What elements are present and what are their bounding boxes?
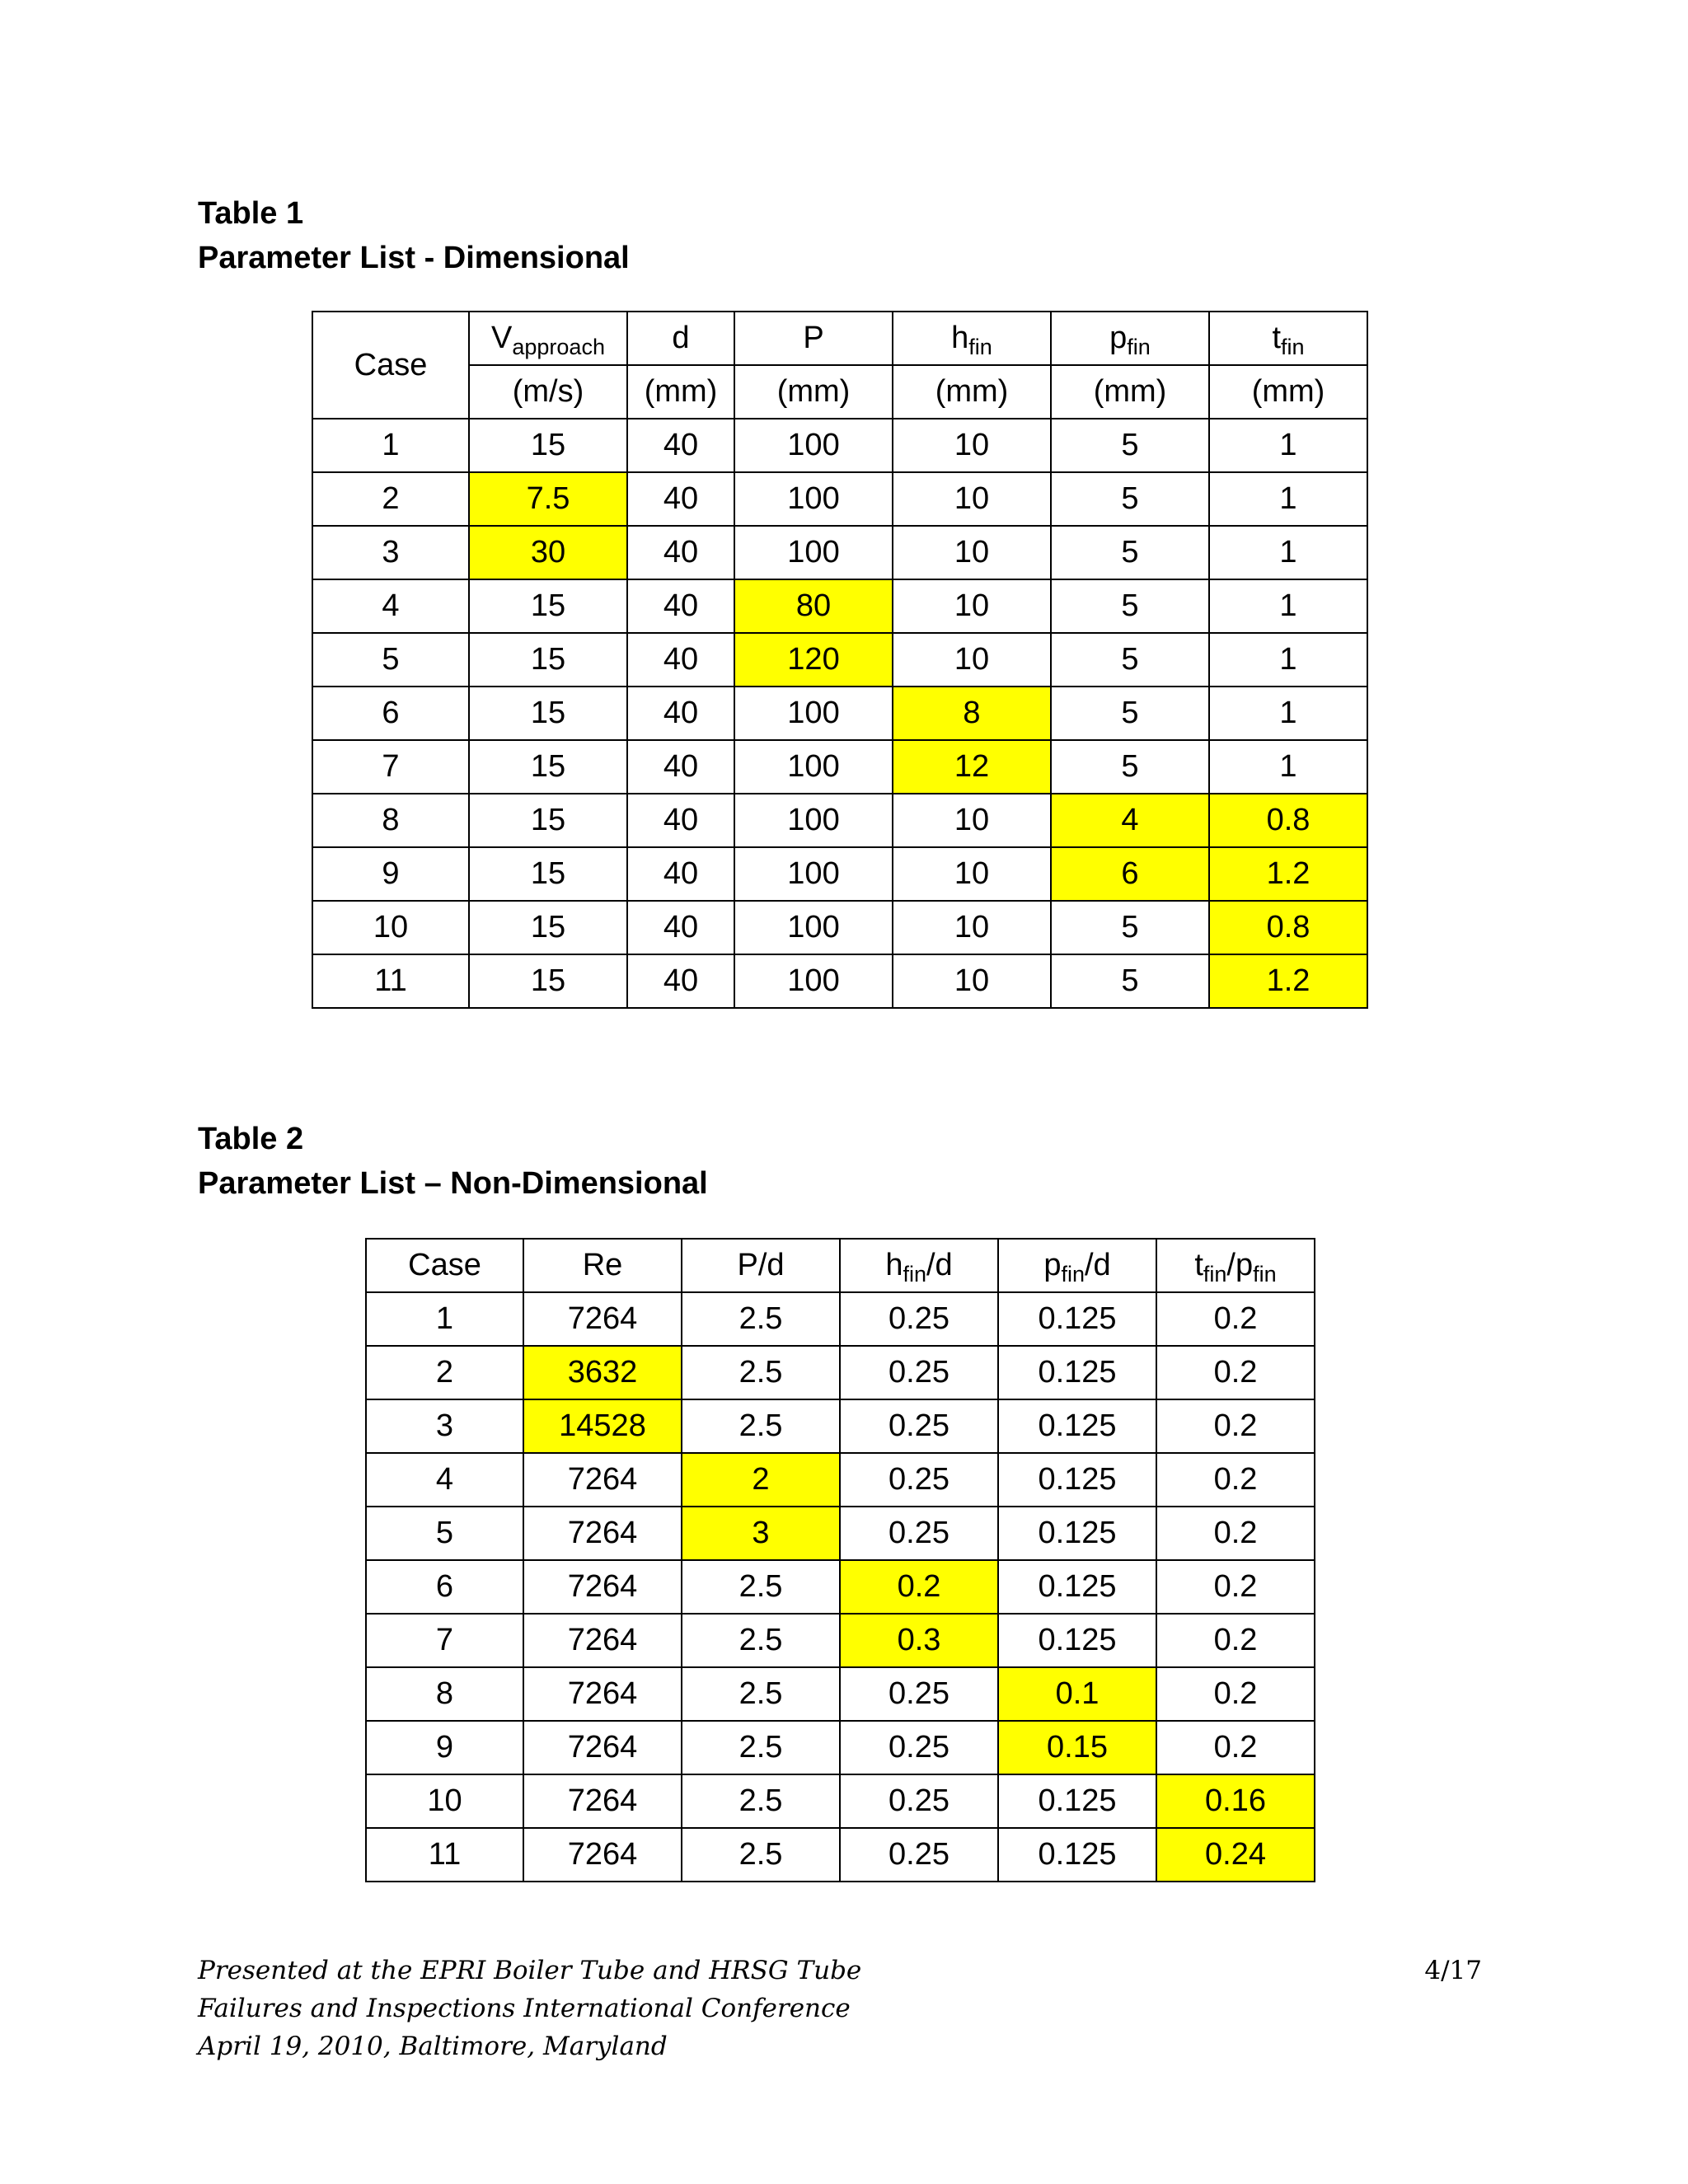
value-cell: 3: [682, 1507, 840, 1560]
table-row: [366, 1560, 1315, 1614]
value-cell: 15: [469, 901, 627, 954]
table-row: [312, 794, 1367, 847]
value-cell: 14528: [523, 1399, 682, 1453]
value-cell: 0.125: [998, 1560, 1156, 1614]
footer-line: April 19, 2010, Baltimore, Maryland: [198, 2032, 668, 2061]
value-cell: 100: [734, 901, 893, 954]
value-cell: 0.3: [840, 1614, 998, 1667]
value-cell: 0.25: [840, 1399, 998, 1453]
value-cell: 40: [627, 740, 734, 794]
value-cell: 30: [469, 526, 627, 579]
table-row: [312, 954, 1367, 1008]
value-cell: 7264: [523, 1721, 682, 1774]
table-row: [366, 1667, 1315, 1721]
value-cell: 10: [893, 472, 1051, 526]
column-header: [1051, 312, 1209, 365]
value-cell: 1.2: [1209, 847, 1367, 901]
value-cell: 5: [1051, 579, 1209, 633]
value-cell: 80: [734, 579, 893, 633]
column-header: [1156, 1239, 1315, 1292]
case-cell: 5: [312, 633, 469, 687]
case-cell: 2: [312, 472, 469, 526]
column-symbol: /d: [926, 1248, 953, 1282]
column-header: [734, 312, 893, 365]
value-cell: 7264: [523, 1560, 682, 1614]
value-cell: 100: [734, 687, 893, 740]
value-cell: 40: [627, 687, 734, 740]
column-subscript: fin: [1061, 1262, 1085, 1286]
value-cell: 5: [1051, 633, 1209, 687]
value-cell: 4: [1051, 794, 1209, 847]
value-cell: 0.125: [998, 1774, 1156, 1828]
value-cell: 40: [627, 954, 734, 1008]
value-cell: 10: [893, 419, 1051, 472]
value-cell: 2: [682, 1453, 840, 1507]
table-row: [366, 1828, 1315, 1882]
value-cell: 100: [734, 847, 893, 901]
column-subscript: fin: [1253, 1262, 1277, 1286]
value-cell: 7264: [523, 1292, 682, 1346]
conference-footer: [198, 1952, 861, 2065]
value-cell: 100: [734, 740, 893, 794]
value-cell: 7264: [523, 1667, 682, 1721]
value-cell: 0.25: [840, 1346, 998, 1399]
value-cell: 5: [1051, 419, 1209, 472]
table2-caption: [198, 1117, 708, 1206]
value-cell: 40: [627, 901, 734, 954]
case-cell: 1: [312, 419, 469, 472]
value-cell: 0.15: [998, 1721, 1156, 1774]
case-cell: 9: [312, 847, 469, 901]
column-header: [682, 1239, 840, 1292]
value-cell: 0.24: [1156, 1828, 1315, 1882]
dimensional-parameter-table: [312, 311, 1368, 1009]
value-cell: 0.25: [840, 1292, 998, 1346]
value-cell: 5: [1051, 740, 1209, 794]
value-cell: 1: [1209, 472, 1367, 526]
header-row: [366, 1239, 1315, 1292]
column-subscript: approach: [512, 335, 605, 359]
column-subscript: fin: [1127, 335, 1151, 359]
value-cell: 1: [1209, 419, 1367, 472]
column-symbol: Re: [582, 1248, 623, 1282]
column-header: [469, 312, 627, 365]
case-cell: 11: [366, 1828, 523, 1882]
value-cell: 2.5: [682, 1614, 840, 1667]
value-cell: 0.2: [1156, 1346, 1315, 1399]
value-cell: 0.125: [998, 1292, 1156, 1346]
table-row: [312, 419, 1367, 472]
value-cell: 0.25: [840, 1774, 998, 1828]
value-cell: 7264: [523, 1453, 682, 1507]
value-cell: 7.5: [469, 472, 627, 526]
table2-label: Table 2: [198, 1122, 304, 1156]
footer-line: Presented at the EPRI Boiler Tube and HRSG Tube: [198, 1956, 862, 1985]
case-cell: 2: [366, 1346, 523, 1399]
value-cell: 10: [893, 794, 1051, 847]
value-cell: 10: [893, 847, 1051, 901]
table-row: [366, 1453, 1315, 1507]
value-cell: 0.2: [1156, 1453, 1315, 1507]
value-cell: 5: [1051, 954, 1209, 1008]
value-cell: 15: [469, 687, 627, 740]
value-cell: 0.125: [998, 1614, 1156, 1667]
case-cell: 9: [366, 1721, 523, 1774]
value-cell: 2.5: [682, 1721, 840, 1774]
column-unit: (m/s): [469, 365, 627, 419]
column-unit: (mm): [627, 365, 734, 419]
value-cell: 40: [627, 847, 734, 901]
column-header: [998, 1239, 1156, 1292]
case-cell: 10: [366, 1774, 523, 1828]
value-cell: 0.8: [1209, 901, 1367, 954]
column-symbol: /d: [1084, 1248, 1111, 1282]
value-cell: 100: [734, 419, 893, 472]
value-cell: 40: [627, 526, 734, 579]
case-cell: 10: [312, 901, 469, 954]
value-cell: 2.5: [682, 1560, 840, 1614]
value-cell: 10: [893, 901, 1051, 954]
table-row: [312, 633, 1367, 687]
column-unit: (mm): [734, 365, 893, 419]
value-cell: 2.5: [682, 1292, 840, 1346]
value-cell: 15: [469, 794, 627, 847]
value-cell: 0.2: [1156, 1560, 1315, 1614]
value-cell: 0.125: [998, 1346, 1156, 1399]
case-cell: 1: [366, 1292, 523, 1346]
table-row: [312, 847, 1367, 901]
table1-label: Table 1: [198, 196, 304, 231]
table-row: [312, 526, 1367, 579]
column-symbol: t: [1272, 321, 1282, 355]
value-cell: 15: [469, 954, 627, 1008]
column-header: [840, 1239, 998, 1292]
value-cell: 0.2: [840, 1560, 998, 1614]
value-cell: 1: [1209, 740, 1367, 794]
value-cell: 7264: [523, 1507, 682, 1560]
value-cell: 15: [469, 579, 627, 633]
value-cell: 7264: [523, 1614, 682, 1667]
value-cell: 0.2: [1156, 1507, 1315, 1560]
column-symbol: h: [951, 321, 969, 355]
value-cell: 0.1: [998, 1667, 1156, 1721]
value-cell: 10: [893, 526, 1051, 579]
value-cell: 15: [469, 740, 627, 794]
column-symbol: p: [1109, 321, 1128, 355]
column-header: [1209, 312, 1367, 365]
column-unit: (mm): [1051, 365, 1209, 419]
value-cell: 1: [1209, 633, 1367, 687]
value-cell: 0.125: [998, 1828, 1156, 1882]
value-cell: 0.2: [1156, 1614, 1315, 1667]
column-symbol: t: [1194, 1248, 1203, 1282]
case-cell: 11: [312, 954, 469, 1008]
value-cell: 5: [1051, 472, 1209, 526]
column-subscript: fin: [968, 335, 992, 359]
value-cell: 3632: [523, 1346, 682, 1399]
value-cell: 100: [734, 472, 893, 526]
value-cell: 0.25: [840, 1453, 998, 1507]
value-cell: 0.25: [840, 1667, 998, 1721]
value-cell: 8: [893, 687, 1051, 740]
value-cell: 100: [734, 794, 893, 847]
table-row: [366, 1292, 1315, 1346]
non-dimensional-parameter-table: [365, 1238, 1315, 1882]
table-row: [312, 901, 1367, 954]
value-cell: 0.2: [1156, 1667, 1315, 1721]
table-row: [366, 1721, 1315, 1774]
value-cell: 40: [627, 633, 734, 687]
value-cell: 0.2: [1156, 1292, 1315, 1346]
table-row: [366, 1399, 1315, 1453]
value-cell: 1.2: [1209, 954, 1367, 1008]
table-row: [366, 1614, 1315, 1667]
column-header: [893, 312, 1051, 365]
case-cell: 6: [366, 1560, 523, 1614]
value-cell: 10: [893, 633, 1051, 687]
value-cell: 0.125: [998, 1507, 1156, 1560]
value-cell: 0.25: [840, 1721, 998, 1774]
case-cell: 6: [312, 687, 469, 740]
value-cell: 5: [1051, 687, 1209, 740]
value-cell: 10: [893, 579, 1051, 633]
column-subscript: fin: [1281, 335, 1305, 359]
column-symbol: P/d: [737, 1248, 785, 1282]
column-subscript: fin: [903, 1262, 926, 1286]
value-cell: 15: [469, 419, 627, 472]
table1-title: Parameter List - Dimensional: [198, 241, 630, 275]
value-cell: 1: [1209, 687, 1367, 740]
value-cell: 7264: [523, 1774, 682, 1828]
value-cell: 0.8: [1209, 794, 1367, 847]
value-cell: 40: [627, 419, 734, 472]
value-cell: 1: [1209, 579, 1367, 633]
value-cell: 0.125: [998, 1399, 1156, 1453]
column-unit: (mm): [893, 365, 1051, 419]
case-cell: 5: [366, 1507, 523, 1560]
value-cell: 40: [627, 794, 734, 847]
column-unit: (mm): [1209, 365, 1367, 419]
value-cell: 0.25: [840, 1507, 998, 1560]
value-cell: 40: [627, 579, 734, 633]
case-cell: 4: [366, 1453, 523, 1507]
value-cell: 7264: [523, 1828, 682, 1882]
case-header: Case: [366, 1239, 523, 1292]
column-symbol: V: [491, 321, 513, 355]
table-row: [312, 740, 1367, 794]
case-cell: 3: [366, 1399, 523, 1453]
case-cell: 7: [366, 1614, 523, 1667]
value-cell: 15: [469, 633, 627, 687]
value-cell: 40: [627, 472, 734, 526]
value-cell: 15: [469, 847, 627, 901]
value-cell: 0.2: [1156, 1721, 1315, 1774]
value-cell: 10: [893, 954, 1051, 1008]
value-cell: 0.16: [1156, 1774, 1315, 1828]
table1-caption: [198, 191, 630, 280]
value-cell: 0.25: [840, 1828, 998, 1882]
column-header: [523, 1239, 682, 1292]
column-symbol: P: [803, 321, 824, 355]
value-cell: 0.125: [998, 1453, 1156, 1507]
value-cell: 5: [1051, 526, 1209, 579]
table-row: [312, 472, 1367, 526]
value-cell: 120: [734, 633, 893, 687]
value-cell: 2.5: [682, 1774, 840, 1828]
table-row: [312, 687, 1367, 740]
page-number: 4/17: [1424, 1956, 1482, 1985]
table-row: [366, 1346, 1315, 1399]
value-cell: 1: [1209, 526, 1367, 579]
column-header: [627, 312, 734, 365]
case-cell: 4: [312, 579, 469, 633]
value-cell: 6: [1051, 847, 1209, 901]
column-symbol: h: [885, 1248, 903, 1282]
case-cell: 3: [312, 526, 469, 579]
table-row: [366, 1774, 1315, 1828]
value-cell: 2.5: [682, 1346, 840, 1399]
value-cell: 0.2: [1156, 1399, 1315, 1453]
column-subscript: fin: [1203, 1262, 1227, 1286]
column-symbol: d: [672, 321, 690, 355]
table-row: [312, 579, 1367, 633]
value-cell: 12: [893, 740, 1051, 794]
case-cell: 7: [312, 740, 469, 794]
value-cell: 100: [734, 526, 893, 579]
value-cell: 100: [734, 954, 893, 1008]
table2-title: Parameter List – Non-Dimensional: [198, 1166, 708, 1201]
footer-line: Failures and Inspections International Conference: [198, 1994, 851, 2023]
column-symbol: p: [1043, 1248, 1062, 1282]
case-cell: 8: [366, 1667, 523, 1721]
value-cell: 2.5: [682, 1399, 840, 1453]
table-row: [366, 1507, 1315, 1560]
case-cell: 8: [312, 794, 469, 847]
case-header: Case: [312, 312, 469, 419]
header-row: [312, 312, 1367, 365]
units-row: [312, 365, 1367, 419]
value-cell: 5: [1051, 901, 1209, 954]
value-cell: 2.5: [682, 1828, 840, 1882]
value-cell: 2.5: [682, 1667, 840, 1721]
column-symbol: /p: [1226, 1248, 1254, 1282]
